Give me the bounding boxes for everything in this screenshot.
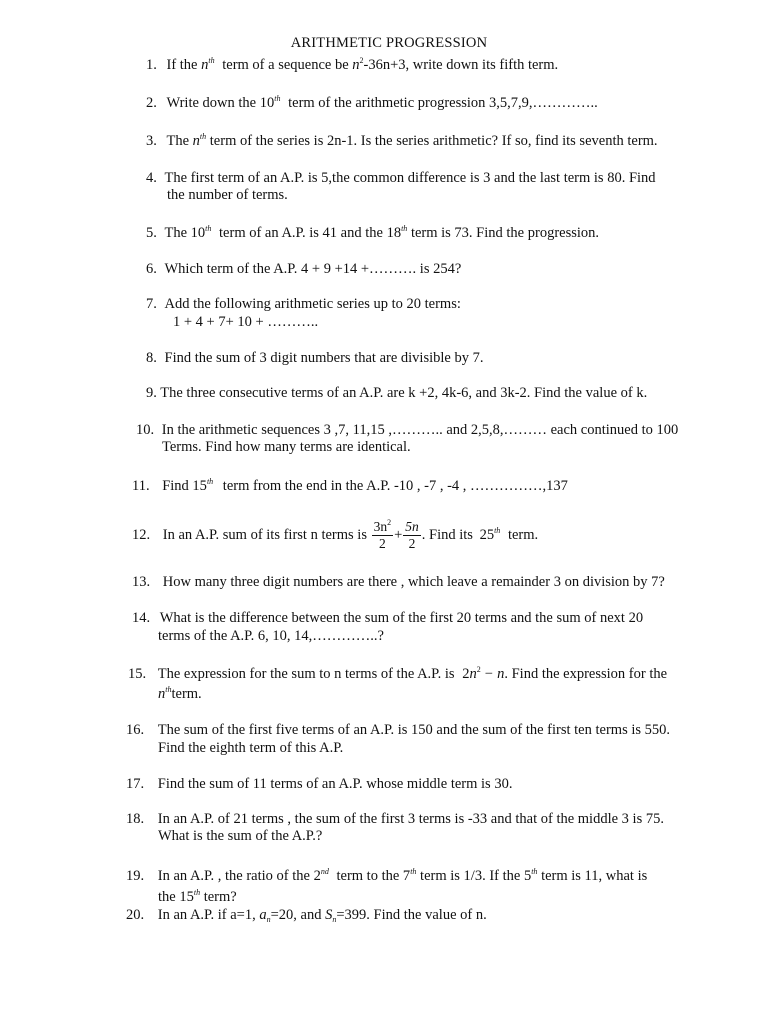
question-number: 20. — [126, 907, 145, 923]
question-15-line-2: $n^{th}term$. — [158, 685, 202, 702]
question-4-line-2: the number of terms. — [167, 187, 288, 203]
question-6: 6. Which term of the A.P. 4 + 9 +14 +………. is 254? — [146, 261, 462, 277]
question-7: 7. Add the following arithmetic series up to 20 terms: — [146, 296, 461, 312]
question-number: 11. — [132, 478, 150, 494]
question-number: 6. — [146, 261, 157, 277]
page-title: ARITHMETIC PROGRESSION — [290, 35, 488, 51]
question-10: 10. In the arithmetic sequences 3 ,7, 11,15 ,……….. and 2,5,8,……… each continued to 100 — [136, 422, 679, 438]
question-number: 10. — [136, 422, 155, 438]
fraction-3n2-over-2: $\frac{3n^2}{2}$ — [373, 518, 392, 552]
fraction-5n-over-2: $\frac{5n}{2}$ — [405, 519, 419, 552]
question-15: 15. The expression for the sum to n terms of the A.P. is $2n^2 - n$. Find the expression for the — [128, 665, 668, 682]
question-number: 19. — [126, 868, 145, 884]
question-18: 18. In an A.P. of 21 terms , the sum of the first 3 terms is -33 and that of the middle 3 is 75. — [126, 811, 664, 827]
question-number: 8. — [146, 350, 157, 366]
question-18-line-2: What is the sum of the A.P.? — [158, 828, 323, 844]
question-9: 9. The three consecutive terms of an A.P. are k +2, 4k-6, and 3k-2. Find the value of k. — [146, 385, 648, 401]
question-14-line-2: terms of the A.P. 6, 10, 14,…………..? — [158, 628, 384, 644]
question-number: 12. — [132, 527, 151, 543]
question-number: 4. — [146, 170, 157, 186]
question-10-line-2: Terms. Find how many terms are identical. — [162, 439, 411, 455]
question-7-line-2: 1 + 4 + 7+ 10 + ……….. — [173, 314, 319, 330]
question-3: 3. The $n^{th}$ term of the series is 2n-1. Is the series arithmetic? If so, find its seventh term. — [146, 132, 658, 149]
question-number: 2. — [146, 95, 157, 111]
question-13: 13. How many three digit numbers are there , which leave a remainder 3 on division by 7? — [132, 574, 665, 590]
question-number: 17. — [126, 776, 145, 792]
question-number: 3. — [146, 133, 157, 149]
question-19-line-2: the 15th term? — [158, 888, 237, 905]
question-number: 18. — [126, 811, 145, 827]
question-17: 17. Find the sum of 11 terms of an A.P. whose middle term is 30. — [126, 776, 513, 792]
question-19: 19. In an A.P. , the ratio of the 2nd term to the 7th term is 1/3. If the 5th term is 11, what is — [126, 867, 648, 884]
question-number: 16. — [126, 722, 145, 738]
question-number: 5. — [146, 225, 157, 241]
question-number: 1. — [146, 57, 157, 73]
question-14: 14. What is the difference between the sum of the first 20 terms and the sum of next 20 — [132, 610, 644, 626]
question-11: 11. Find 15th term from the end in the A.P. -10 , -7 , -4 , ……………,137 — [132, 477, 568, 494]
question-number: 13. — [132, 574, 151, 590]
question-number: 15. — [128, 666, 147, 682]
question-1: 1. If the $n^{th}$ term of a sequence be $n^2-36n+3$, write down its fifth term. — [146, 56, 559, 73]
question-4: 4. The first term of an A.P. is 5,the common difference is 3 and the last term is 80. Find — [146, 170, 656, 186]
question-number: 7. — [146, 296, 157, 312]
question-2: 2. Write down the 10th term of the arithmetic progression 3,5,7,9,………….. — [146, 94, 598, 111]
question-20: 20. In an A.P. if a=1, $a_n=20$, and $S_n=399$. Find the value of n. — [126, 907, 487, 924]
question-12: 12. In an A.P. sum of its first n terms is $\frac{3n^2}{2}$ + $\frac{5n}{2}$ . Find its 25th term. — [132, 518, 539, 552]
question-number: 14. — [132, 610, 151, 626]
question-5: 5. The 10th term of an A.P. is 41 and the 18th term is 73. Find the progression. — [146, 224, 600, 241]
question-number: 9. — [146, 385, 157, 401]
question-8: 8. Find the sum of 3 digit numbers that are divisible by 7. — [146, 350, 484, 366]
question-16: 16. The sum of the first five terms of an A.P. is 150 and the sum of the first ten terms is 550. — [126, 722, 671, 738]
question-16-line-2: Find the eighth term of this A.P. — [158, 740, 344, 756]
